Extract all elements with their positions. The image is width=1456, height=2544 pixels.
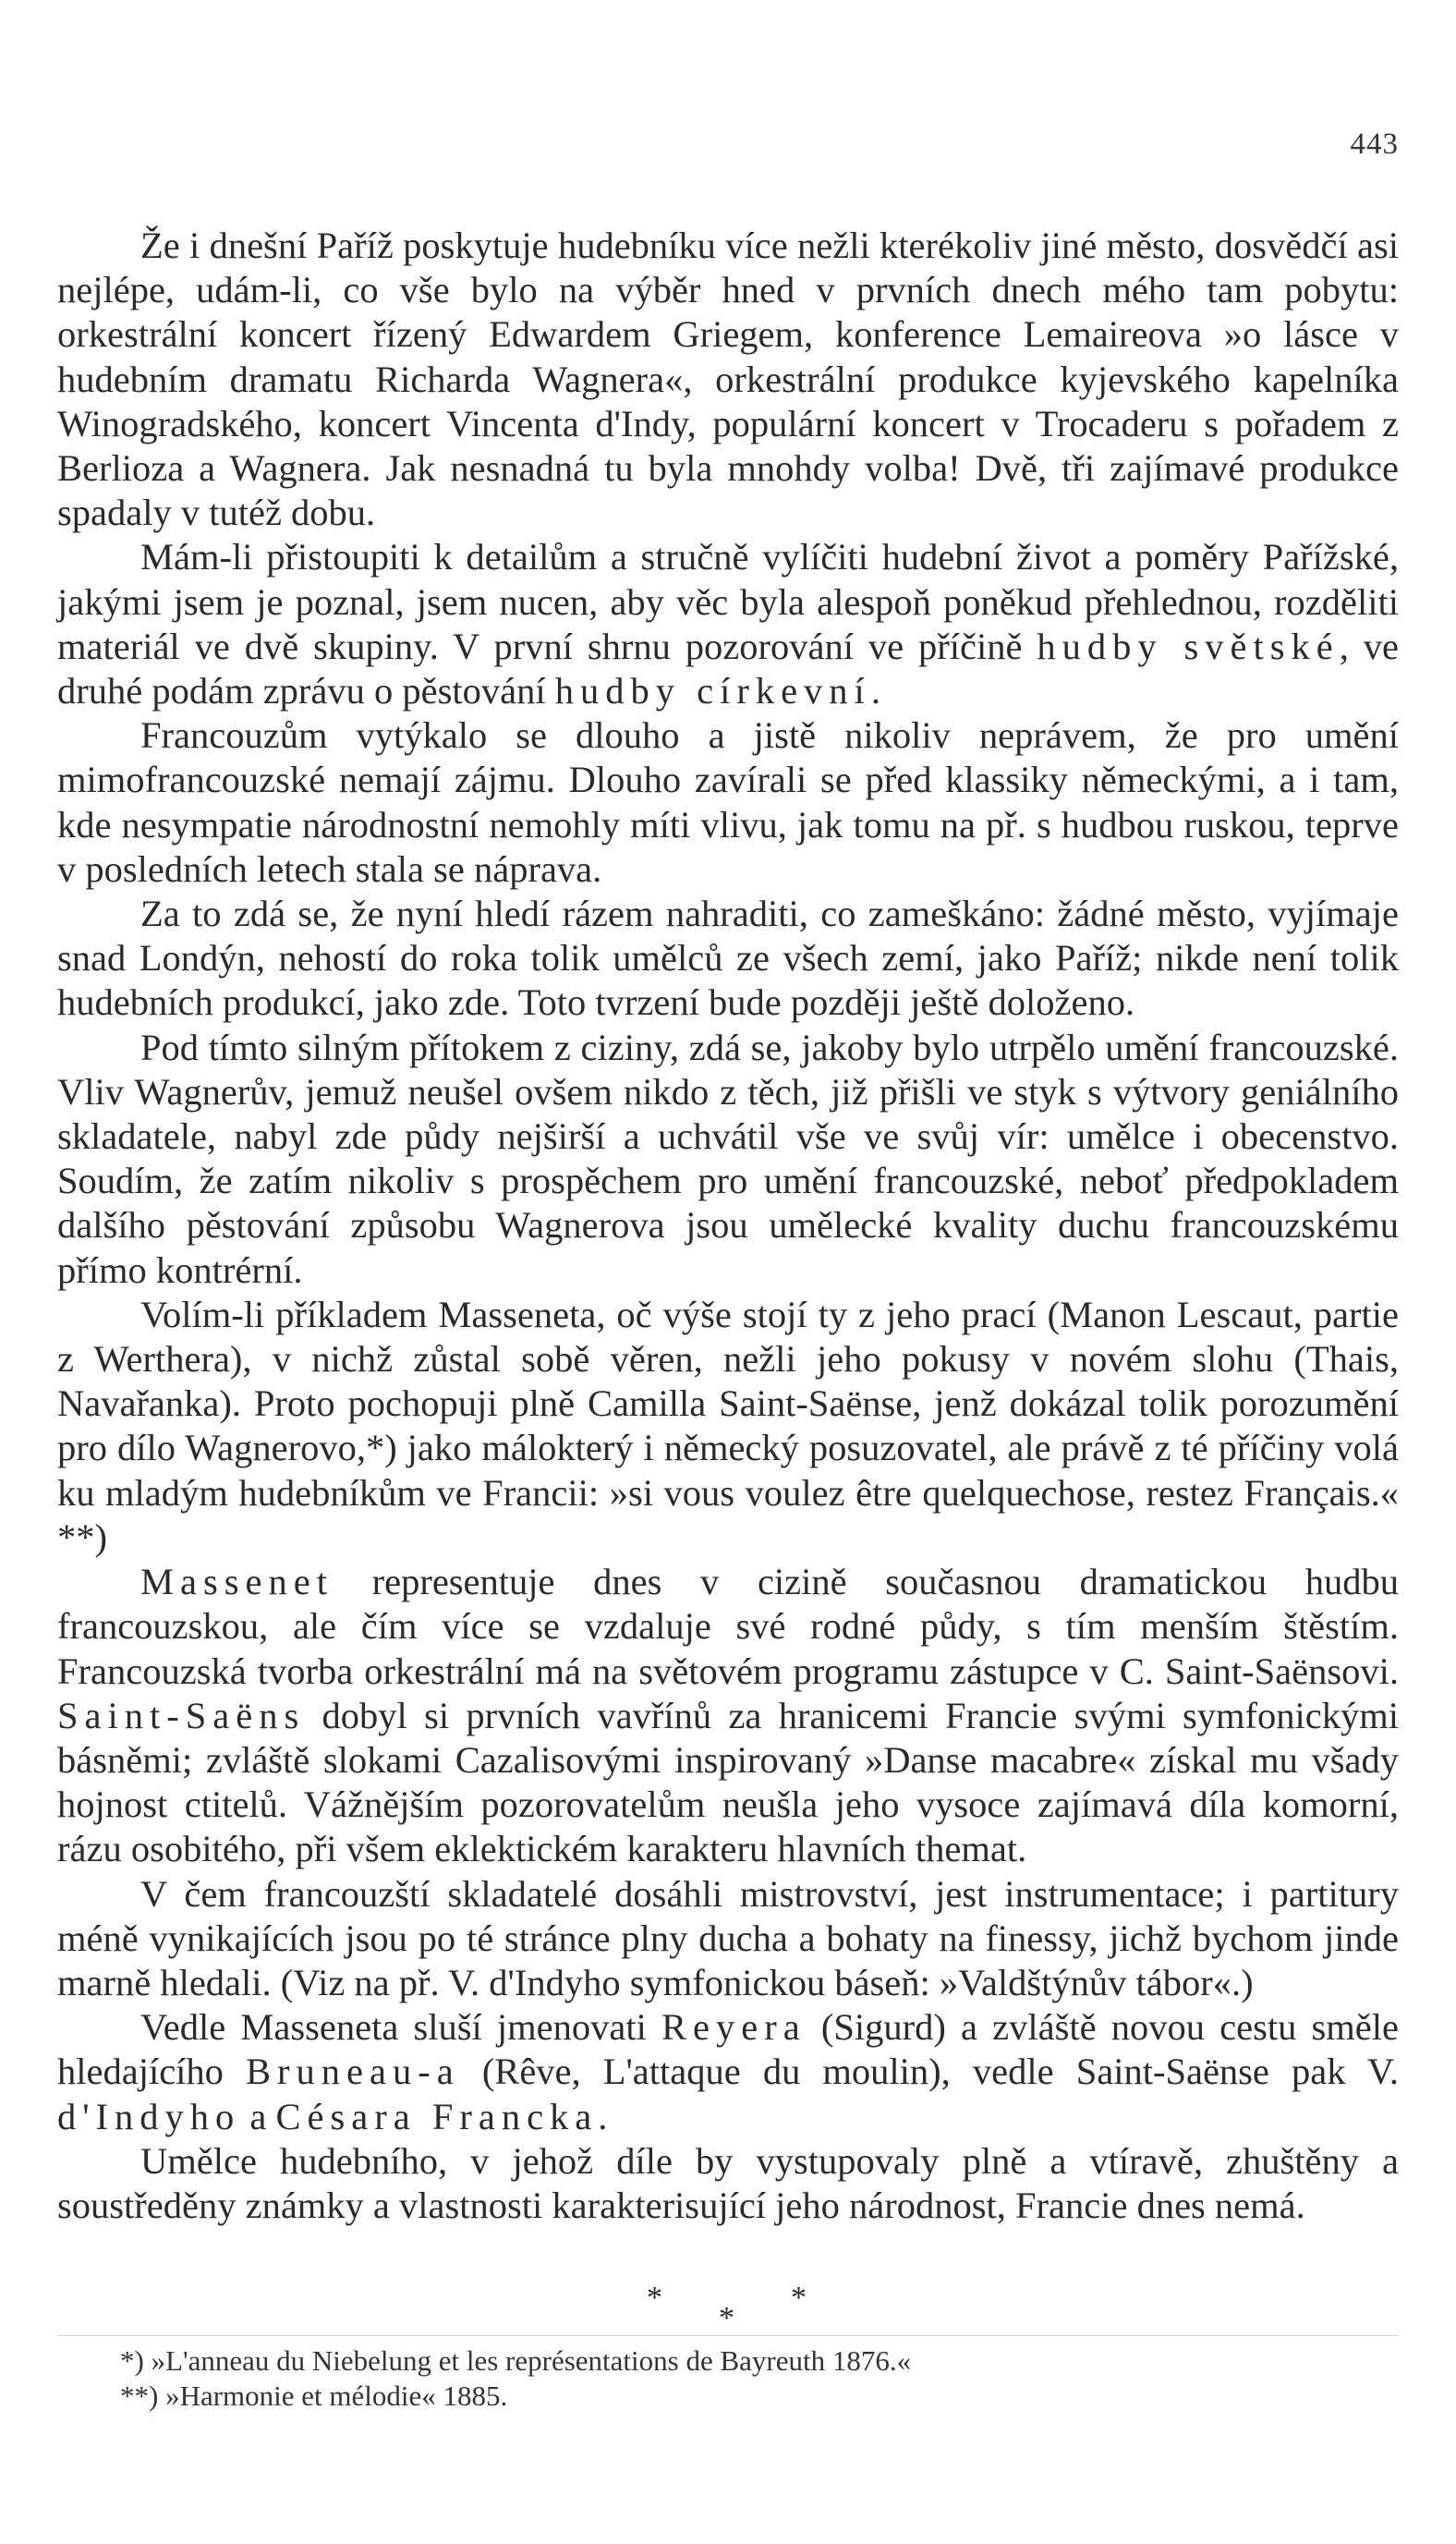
body-text [57,224,1399,2228]
paragraph: Vedle Masseneta sluší jmenovati Reyera (Sigurd) a zvláště novou cestu směle hledajícího Bruneau-a (Rêve, L'attaque du moulin), vedle Saint-Saënse pak V. d'Indyho a Césara Francka. [57,2006,1400,2137]
footnote: *) »L'anneau du Niebelung et les représentations de Bayreuth 1876.« [120,2344,912,2377]
page-number: 443 [1350,128,1399,161]
paragraph: Massenet representuje dnes v cizině současnou dramatickou hudbu francouzskou, ale čím více se vzdaluje své rodné půdy, s tím menším štěstím. Francouzská tvorba orkestrální má na světovém programu zástupce v C. Saint-Saënsovi. Saint-Saëns dobyl si prvních vavřínů za hranicemi Francie svými symfonickými básněmi; zvláště slokami Cazalisovými inspirovaný »Danse macabre« získal mu všady hojnost ctitelů. Vážnějším pozorovatelům neušla jeho vysoce zajímavá díla komorní, rázu osobitého, při všem eklektickém karakteru hlavních themat. [57,1561,1399,1870]
footnote-rule [57,2335,1399,2336]
paragraph: Francouzům vytýkalo se dlouho a jistě nikoliv neprávem, že pro umění mimofrancouzské nemají zájmu. Dlouho zavírali se před klassiky německými, a i tam, kde nesympatie národnostní nemohly míti vlivu, jak tomu na př. s hudbou ruskou, teprve v posledních letech stala se náprava. [57,714,1399,890]
paragraph: Mám-li přistoupiti k detailům a stručně vylíčiti hudební život a poměry Pařížské, jakými jsem je poznal, jsem nucen, aby věc byla alespoň poněkud přehlednou, rozděliti materiál ve dvě skupiny. V první shrnu pozorování ve příčině hudby světské, ve druhé podám zprávu o pěstování hudby církevní. [57,536,1399,712]
asterism-star: * [719,2301,734,2335]
footnotes [120,2343,911,2414]
paragraph: Umělce hudebního, v jehož díle by vystupovaly plně a vtíravě, zhuštěny a soustředěny známky a vlastnosti karakterisující jeho národnost, Francie dnes nemá. [57,2139,1399,2226]
paragraph: Volím-li příkladem Masseneta, oč výše stojí ty z jeho prací (Manon Lescaut, partie z Werthera), v nichž zůstal sobě věren, nežli jeho pokusy v novém slohu (Thais, Navařanka). Proto pochopuji plně Camilla Saint-Saënse, jenž dokázal tolik porozumění pro dílo Wagnerovo,*) jako málokterý i německý posuzovatel, ale právě z té příčiny volá ku mladým hudebníkům ve Francii: »si vous voulez être quelquechose, restez Français.« **) [57,1293,1399,1558]
footnote: **) »Harmonie et mélodie« 1885. [120,2380,508,2412]
paragraph: Pod tímto silným přítokem z ciziny, zdá se, jakoby bylo utrpělo umění francouzské. Vliv Wagnerův, jemuž neušel ovšem nikdo z těch, již přišli ve styk s výtvory geniálního skladatele, nabyl zde půdy nejširší a uchvátil vše ve svůj vír: umělce i obecenstvo. Soudím, že zatím nikoliv s prospěchem pro umění francouzské, neboť předpokladem dalšího pěstování způsobu Wagnerova jsou umělecké kvality duchu francouzskému přímo kontrérní. [57,1026,1399,1291]
asterism-star: * [791,2281,807,2315]
paragraph: V čem francouzští skladatelé dosáhli mistrovství, jest instrumentace; i partitury méně vynikajících jsou po té stránce plny ducha a bohaty na finessy, jichž bychom jinde marně hledali. (Viz na př. V. d'Indyho symfonickou báseň: »Valdštýnův tábor«.) [57,1872,1399,2003]
paragraph: Že i dnešní Paříž poskytuje hudebníku více nežli kterékoliv jiné město, dosvědčí asi nejlépe, udám-li, co vše bylo na výběr hned v prvních dnech mého tam pobytu: orkestrální koncert řízený Edwardem Griegem, konference Lemaireova »o lásce v hudebním dramatu Richarda Wagnera«, orkestrální produkce kyjevského kapelníka Winogradského, koncert Vincenta d'Indy, populární koncert v Trocaderu s pořadem z Berlioza a Wagnera. Jak nesnadná tu byla mnohdy volba! Dvě, tři zajímavé produkce spadaly v tutéž dobu. [57,225,1399,534]
paragraph: Za to zdá se, že nyní hledí rázem nahraditi, co zameškáno: žádné město, vyjímaje snad Londýn, nehostí do roka tolik umělců ze všech zemí, jako Paříž; nikde není tolik hudebních produkcí, jako zde. Toto tvrzení bude později ještě doloženo. [57,893,1399,1024]
asterism-star: * [647,2281,662,2315]
asterism-divider [0,2281,1456,2336]
